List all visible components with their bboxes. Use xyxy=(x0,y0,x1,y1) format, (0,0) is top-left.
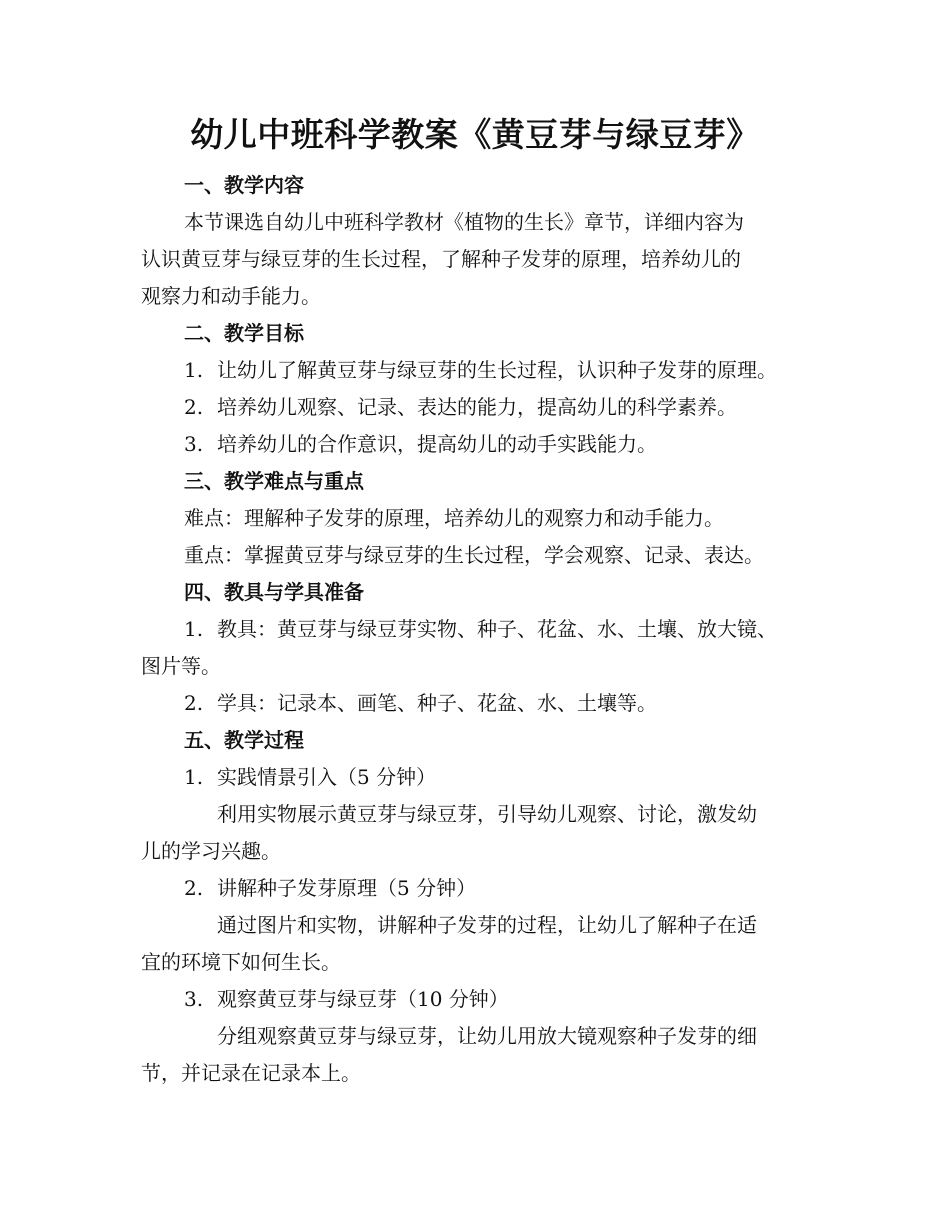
list-item xyxy=(141,352,821,389)
step-title-text: 观察黄豆芽与绿豆芽（10 分钟） xyxy=(217,987,509,1011)
document-body xyxy=(141,167,821,1092)
step-title xyxy=(141,759,821,796)
list-number: 3. xyxy=(184,432,204,456)
paragraph-line: 利用实物展示黄豆芽与绿豆芽，引导幼儿观察、讨论，激发幼 xyxy=(217,802,757,826)
paragraph-line: 分组观察黄豆芽与绿豆芽，让幼儿用放大镜观察种子发芽的细 xyxy=(217,1024,757,1048)
paragraph-line: 宜的环境下如何生长。 xyxy=(141,950,341,974)
list-item-text: 学具：记录本、画笔、种子、花盆、水、土壤等。 xyxy=(217,691,657,715)
paragraph-line: 认识黄豆芽与绿豆芽的生长过程，了解种子发芽的原理，培养幼儿的 xyxy=(141,247,741,271)
list-number: 3. xyxy=(184,987,204,1011)
paragraph-line: 节，并记录在记录本上。 xyxy=(141,1061,361,1085)
list-number: 2. xyxy=(184,395,204,419)
paragraph-line: 观察力和动手能力。 xyxy=(141,284,321,308)
paragraph-line: 本节课选自幼儿中班科学教材《植物的生长》章节，详细内容为 xyxy=(184,210,744,234)
list-item xyxy=(141,389,821,426)
paragraph-line: 难点：理解种子发芽的原理，培养幼儿的观察力和动手能力。 xyxy=(184,506,724,530)
list-item-text: 让幼儿了解黄豆芽与绿豆芽的生长过程，认识种子发芽的原理。 xyxy=(217,358,777,382)
list-number: 1. xyxy=(184,765,204,789)
step-title-text: 实践情景引入（5 分钟） xyxy=(217,765,437,789)
list-item-text: 培养幼儿观察、记录、表达的能力，提高幼儿的科学素养。 xyxy=(217,395,737,419)
step-title xyxy=(141,981,821,1018)
list-item xyxy=(141,685,821,722)
list-number: 1. xyxy=(184,358,204,382)
list-item xyxy=(141,426,821,463)
list-item-text: 教具：黄豆芽与绿豆芽实物、种子、花盆、水、土壤、放大镜、 xyxy=(217,617,777,641)
list-number: 2. xyxy=(184,691,204,715)
section-heading-objectives: 二、教学目标 xyxy=(184,321,304,345)
section-heading-process: 五、教学过程 xyxy=(184,728,304,752)
paragraph-line: 儿的学习兴趣。 xyxy=(141,839,281,863)
list-number: 2. xyxy=(184,876,204,900)
page-title: 幼儿中班科学教案《黄豆芽与绿豆芽》 xyxy=(190,115,760,154)
list-number: 1. xyxy=(184,617,204,641)
section-heading-difficulty: 三、教学难点与重点 xyxy=(184,469,364,493)
step-title xyxy=(141,870,821,907)
step-title-text: 讲解种子发芽原理（5 分钟） xyxy=(217,876,477,900)
list-item-text: 培养幼儿的合作意识，提高幼儿的动手实践能力。 xyxy=(217,432,657,456)
paragraph-line: 图片等。 xyxy=(141,654,221,678)
list-item xyxy=(141,611,821,648)
section-heading-materials: 四、教具与学具准备 xyxy=(184,580,364,604)
section-heading-content: 一、教学内容 xyxy=(184,173,304,197)
paragraph-line: 通过图片和实物，讲解种子发芽的过程，让幼儿了解种子在适 xyxy=(217,913,757,937)
paragraph-line: 重点：掌握黄豆芽与绿豆芽的生长过程，学会观察、记录、表达。 xyxy=(184,543,764,567)
